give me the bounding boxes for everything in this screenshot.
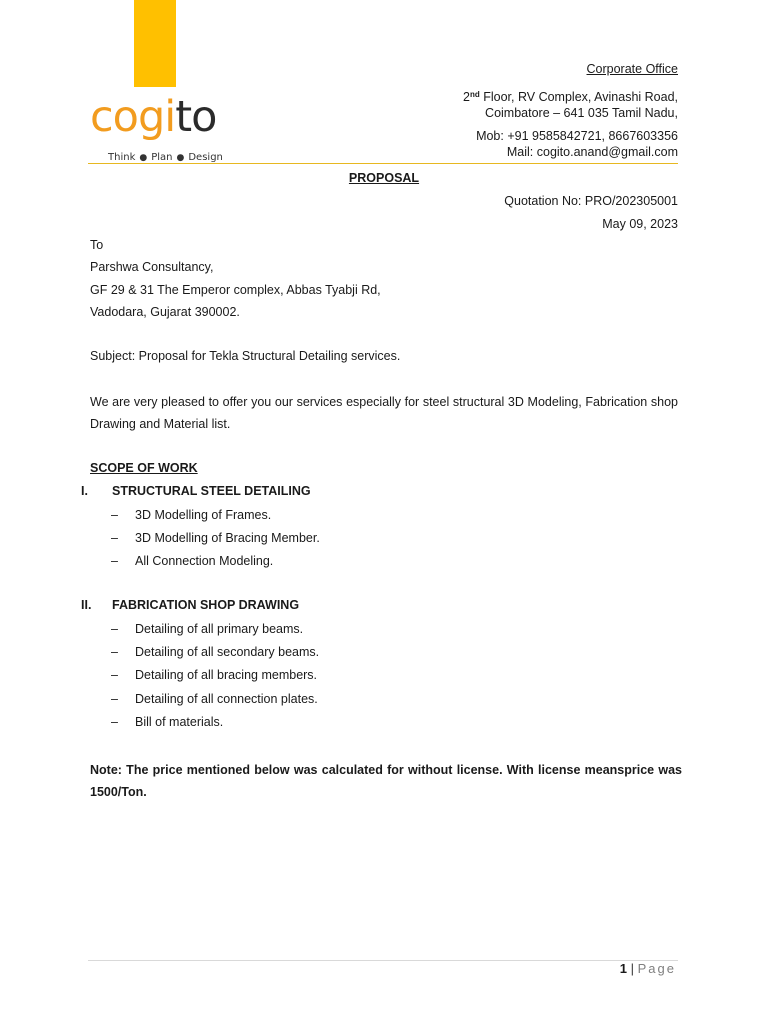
- quotation-number: Quotation No: PRO/202305001: [504, 194, 678, 208]
- contact-email: Mail: cogito.anand@gmail.com: [506, 145, 678, 159]
- page-separator: |: [627, 961, 638, 976]
- section-number: II.: [81, 598, 92, 612]
- list-bullet: –: [111, 554, 118, 568]
- list-bullet: –: [111, 668, 118, 682]
- company-logo: [90, 92, 217, 142]
- page-label: Page: [637, 961, 676, 976]
- list-item: 3D Modelling of Frames.: [135, 508, 272, 522]
- page-number: 1: [619, 961, 628, 976]
- list-item: All Connection Modeling.: [135, 554, 274, 568]
- recipient-name: Parshwa Consultancy,: [90, 260, 214, 274]
- list-bullet: –: [111, 622, 118, 636]
- tagline-word: Think: [108, 152, 136, 163]
- document-title: PROPOSAL: [348, 171, 420, 185]
- recipient-address-line: Vadodara, Gujarat 390002.: [90, 305, 240, 319]
- list-item: 3D Modelling of Bracing Member.: [135, 531, 320, 545]
- address-line-city: Coimbatore – 641 035 Tamil Nadu,: [485, 106, 678, 120]
- address-line-floor: 2nd Floor, RV Complex, Avinashi Road,: [463, 90, 678, 104]
- logo-accent-bar: [134, 0, 176, 87]
- to-label: To: [90, 238, 104, 252]
- list-item: Bill of materials.: [135, 715, 224, 729]
- section-number: I.: [81, 484, 88, 498]
- page-footer: [620, 961, 676, 976]
- subject-line: Subject: Proposal for Tekla Structural Detailing services.: [90, 349, 401, 363]
- price-note: Note: The price mentioned below was calculated for without license. With license meansprice was 1500/Ton.: [90, 763, 682, 799]
- intro-paragraph: We are very pleased to offer you our services especially for steel structural 3D Modeling, Fabrication shop Drawing and Material list.: [90, 395, 678, 431]
- footer-divider: [88, 960, 678, 961]
- section-title: STRUCTURAL STEEL DETAILING: [112, 484, 311, 498]
- list-item: Detailing of all primary beams.: [135, 622, 304, 636]
- list-item: Detailing of all connection plates.: [135, 692, 318, 706]
- bullet-dot-icon: ●: [139, 153, 148, 163]
- list-item: Detailing of all secondary beams.: [135, 645, 320, 659]
- list-bullet: –: [111, 508, 118, 522]
- bullet-dot-icon: ●: [176, 153, 185, 163]
- list-bullet: –: [111, 531, 118, 545]
- recipient-address-line: GF 29 & 31 The Emperor complex, Abbas Tyabji Rd,: [90, 283, 381, 297]
- document-date: May 09, 2023: [602, 217, 678, 231]
- logo-text-dark: to: [175, 92, 217, 142]
- scope-heading: SCOPE OF WORK: [90, 461, 198, 475]
- list-bullet: –: [111, 645, 118, 659]
- contact-mobile: Mob: +91 9585842721, 8667603356: [476, 129, 678, 143]
- list-item: Detailing of all bracing members.: [135, 668, 318, 682]
- list-bullet: –: [111, 692, 118, 706]
- list-bullet: –: [111, 715, 118, 729]
- tagline-word: Plan: [151, 152, 173, 163]
- logo-text-orange: cogi: [90, 92, 176, 142]
- tagline-word: Design: [188, 152, 223, 163]
- header-divider: [88, 163, 678, 164]
- logo-tagline: [108, 152, 223, 163]
- corporate-office-title: Corporate Office: [586, 62, 678, 76]
- section-title: FABRICATION SHOP DRAWING: [112, 598, 300, 612]
